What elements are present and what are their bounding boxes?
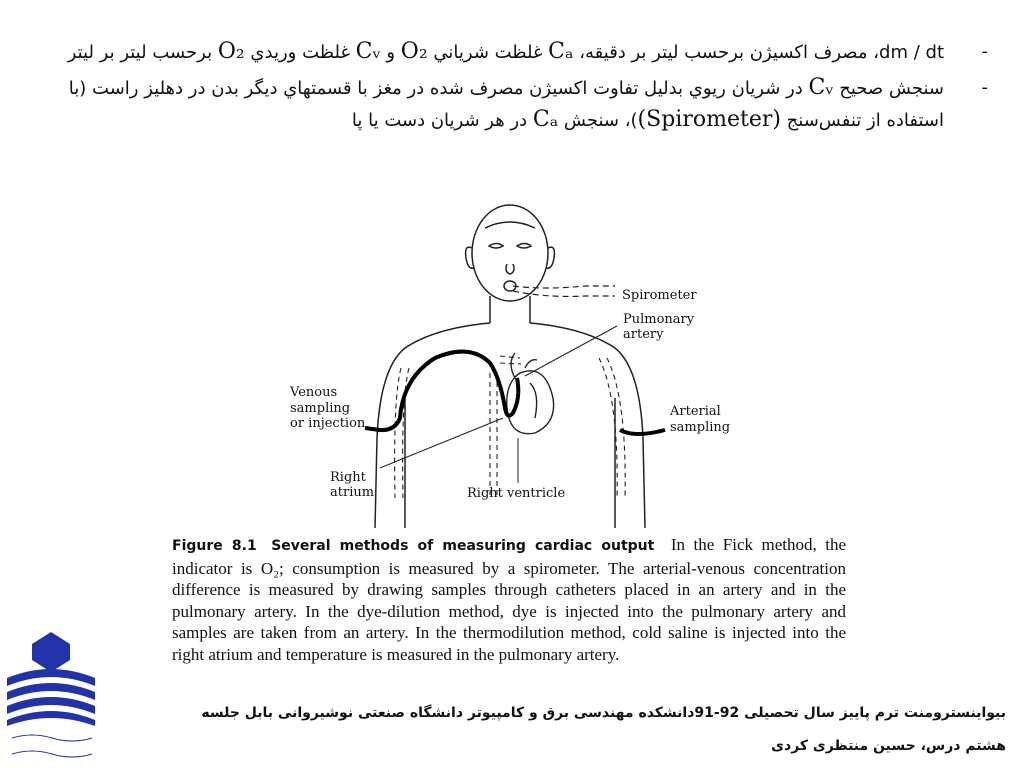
label-pulmonary-artery: artery (623, 327, 664, 342)
label-pulmonary-artery: Pulmonary (623, 312, 695, 327)
pointer-lines (380, 326, 617, 483)
symbol-ca: Cₐ (548, 39, 574, 64)
symbol-cv: Cᵥ (355, 39, 381, 64)
bullet-text: در هر شريان دست يا پا (351, 110, 533, 131)
bullet-item (22, 72, 992, 136)
symbol-o2: O₂ (400, 39, 428, 64)
label-arterial-sampling: Arterial (670, 404, 721, 419)
label-arterial-sampling: sampling (670, 420, 731, 435)
footer-line: هشتم درس، حسين منتظری كردی (771, 738, 1006, 754)
symbol-o2: O₂ (217, 39, 245, 64)
label-right-ventricle: Right ventricle (467, 486, 566, 501)
label-venous-sampling: or injection (290, 416, 366, 431)
symbol-ca: Cₐ (532, 107, 559, 132)
university-logo (2, 630, 100, 768)
bullet-text: )، سنجش (558, 110, 638, 131)
bullet-text: غلظت شرياني (427, 42, 549, 63)
figure-caption (172, 534, 846, 665)
heart (507, 353, 554, 434)
symbol-spirometer: (Spirometer) (637, 107, 781, 132)
bullet-text: در شريان ريوي بدليل تفاوت اكسيژن مصرف شده در مغز با قسمتهاي ديگر بدن در دهليز راست (با استفاده از تنفس‌سنج (68, 78, 944, 131)
bullet-text: برحسب ليتر بر ليتر (67, 42, 218, 63)
symbol-cv: Cᵥ (808, 75, 834, 100)
footer-line: بيواينسترومنت ترم پاييز سال تحصيلی 92-91دانشكده مهندسی برق و كامپيوتر دانشگاه صنعتی نوشيروانی بابل جلسه (201, 705, 1006, 721)
figure-number: Figure 8.1 (172, 538, 257, 554)
bullet-list (22, 36, 992, 140)
bullet-text: و (380, 42, 401, 63)
bullet-text: غلظت وريدي (244, 42, 356, 63)
label-venous-sampling: Venous (290, 385, 338, 400)
bullet-dash: - (981, 77, 988, 98)
body-outline (375, 205, 645, 528)
label-right-atrium: atrium (330, 485, 375, 500)
bullet-text: dm / dt، مصرف اكسيژن برحسب ليتر بر دقيقه، (573, 42, 944, 63)
bullet-text: سنجش صحيح (833, 78, 944, 99)
cardiac-output-figure (285, 198, 745, 528)
dashed-vessels (395, 356, 626, 498)
venous-catheter (365, 352, 518, 431)
bullet-item (22, 36, 992, 68)
label-right-atrium: Right (330, 470, 366, 485)
label-spirometer: Spirometer (622, 288, 697, 303)
bullet-dash: - (981, 41, 988, 62)
figure-title: Several methods of measuring cardiac output (271, 538, 655, 554)
label-venous-sampling: sampling (290, 401, 351, 416)
figure-caption-text: In the Fick method, the indicator is O₂; consumption is measured by a spirometer. The arterial-venous concentration difference is measured by drawing samples through catheters placed in an artery and in the pulmonary artery. In the dye-dilution method, dye is injected into the pulmonary artery and samples are taken from an artery. In the thermodilution method, cold saline is injected into the right atrium and temperature is measured in the pulmonary artery. (172, 535, 847, 664)
